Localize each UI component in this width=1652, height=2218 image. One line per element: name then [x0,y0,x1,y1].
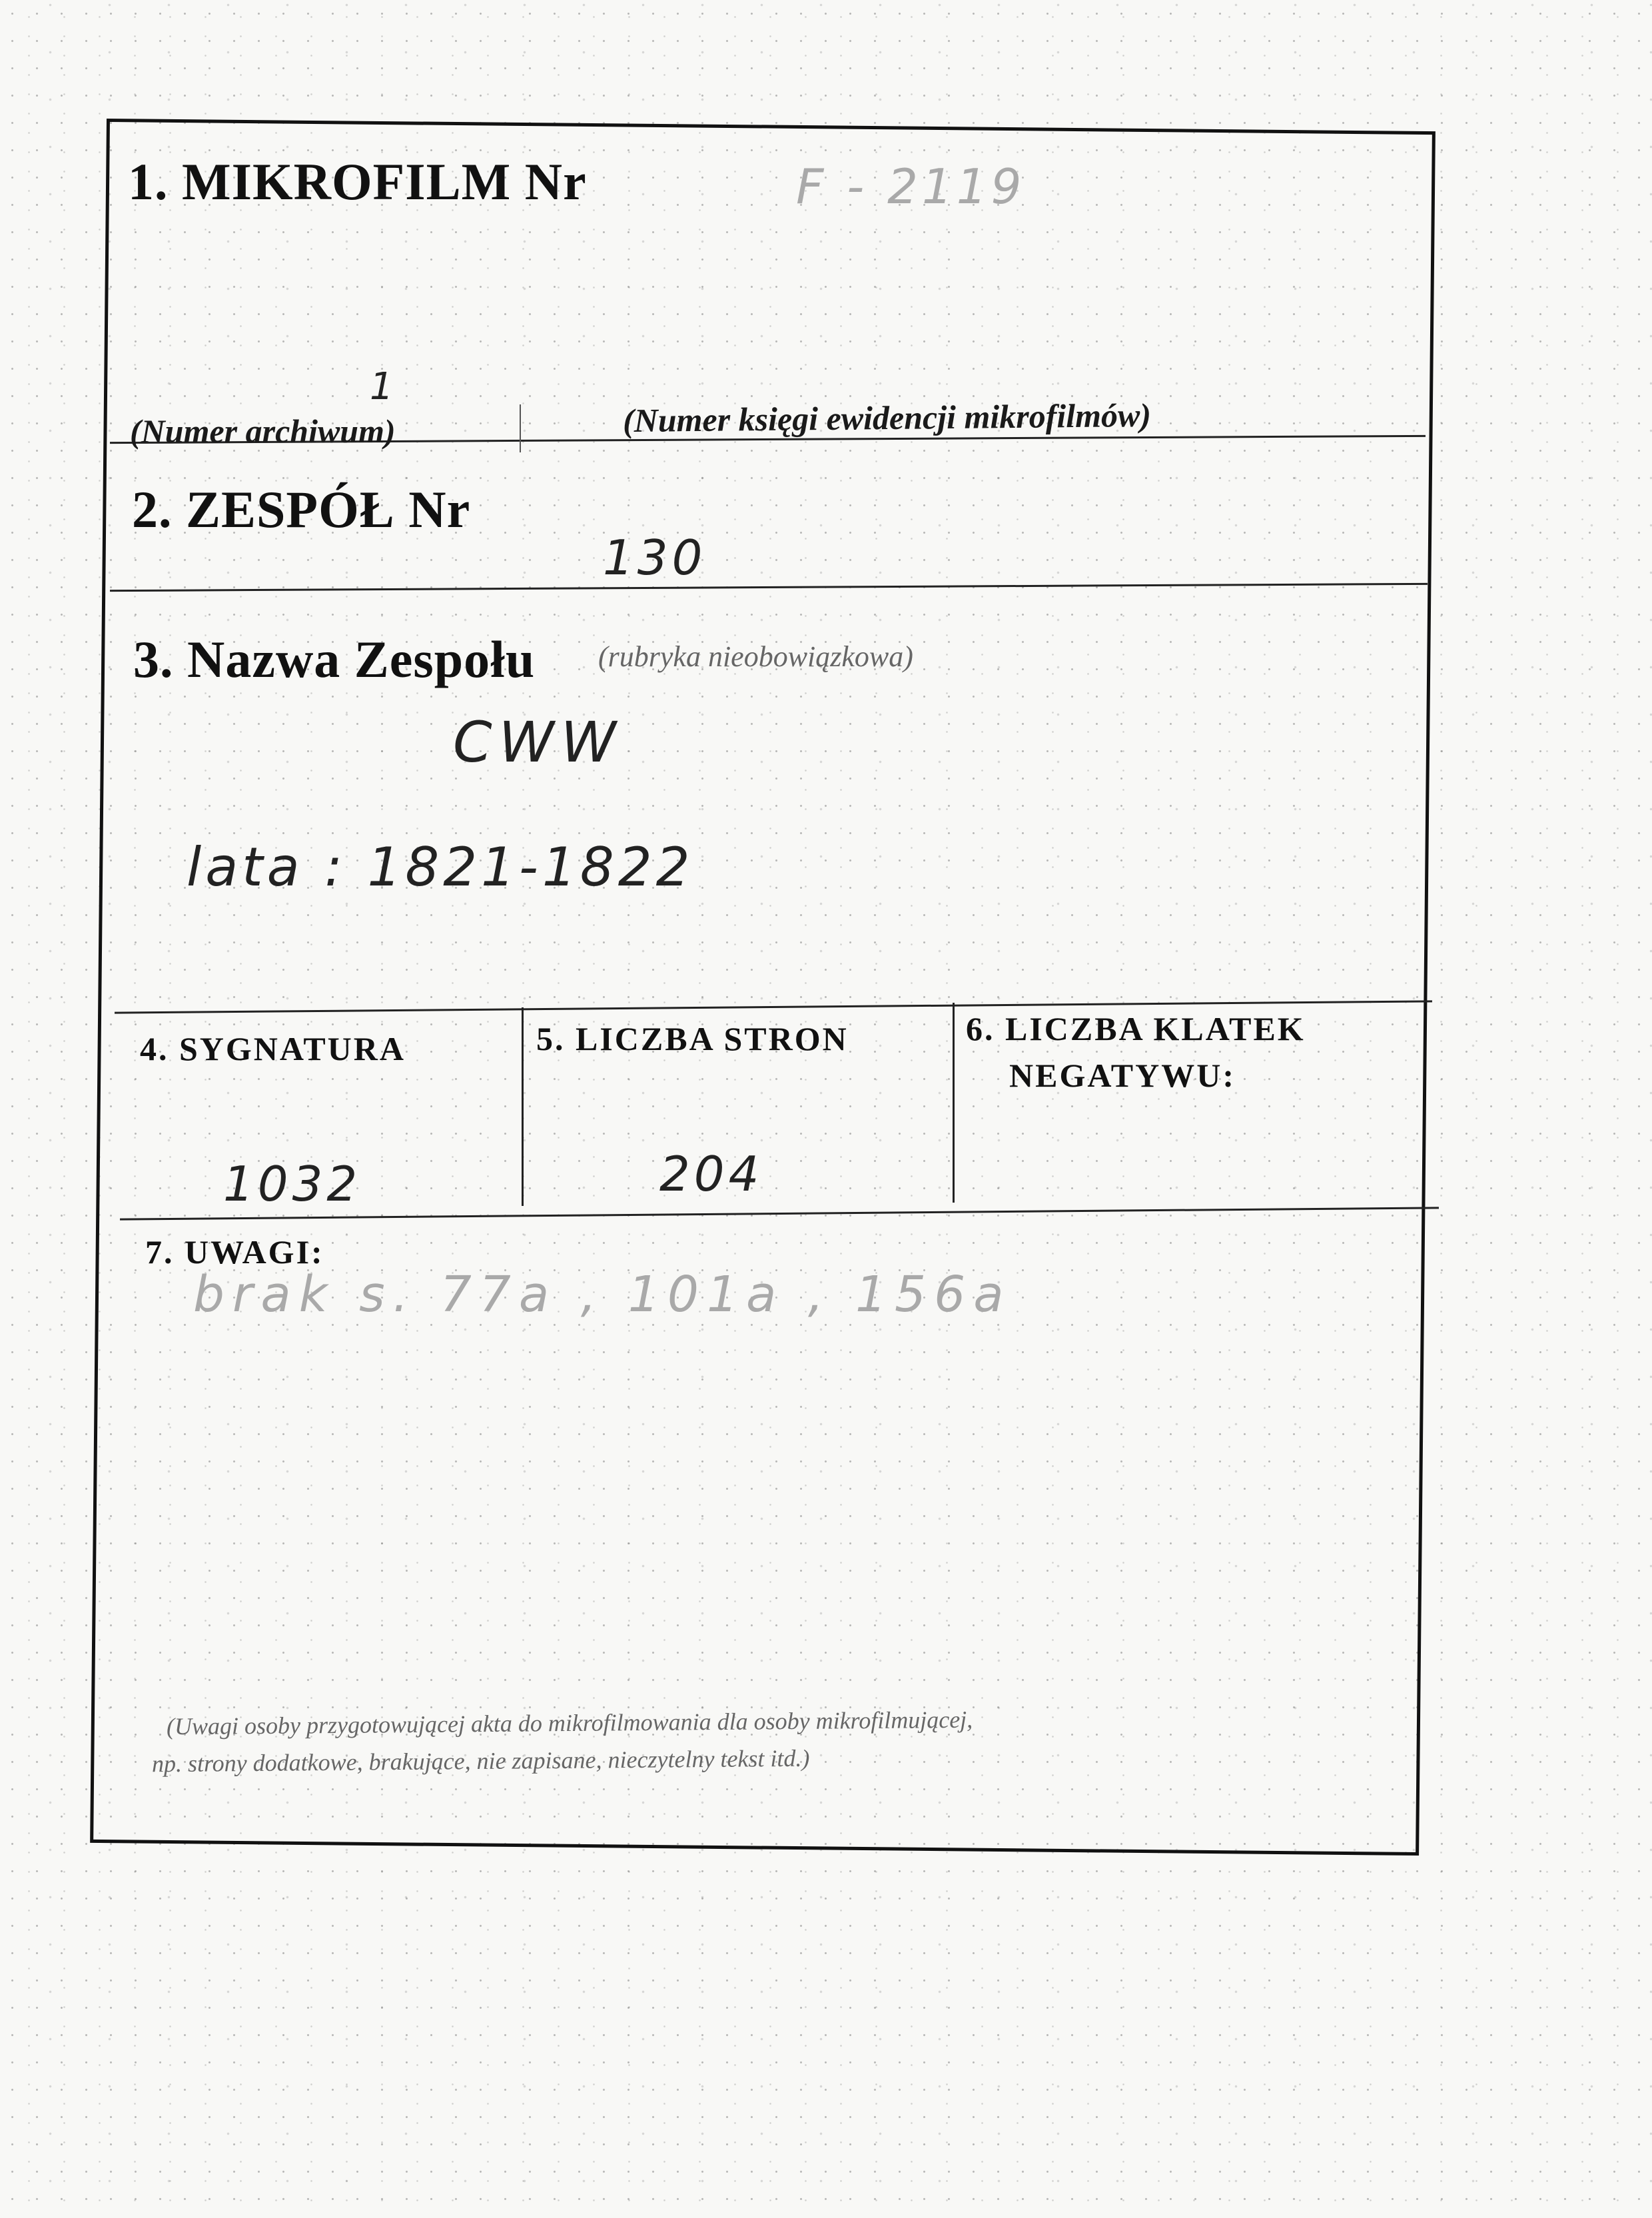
remarks-footnote-line-2: np. strony dodatkowe, brakujące, nie zapisane, nieczytelny tekst itd.) [151,1744,810,1778]
archive-number-handwritten: 1 [370,365,398,408]
section-4-label: 4. SYGNATURA [140,1030,406,1067]
microfilm-number-handwritten: F - 2119 [796,159,1026,215]
divider-col-5-6 [953,1003,955,1203]
section-6-label-line-1: 6. LICZBA KLATEK [966,1010,1306,1047]
caption-divider [520,404,521,452]
fond-number-handwritten: 130 [603,530,707,586]
section-1-label: 1. MIKROFILM Nr [128,153,587,211]
register-number-caption: (Numer księgi ewidencji mikrofilmów) [622,396,1152,440]
remarks-footnote-line-1: (Uwagi osoby przygotowującej akta do mikrofilmowania dla osoby mikrofilmującej, [166,1706,973,1740]
remarks-handwritten: brak s. 77a , 101a , 156a [193,1266,1012,1323]
section-6-label-line-2: NEGATYWU: [1009,1057,1236,1094]
section-7-label: 7. UWAGI: [145,1233,324,1271]
section-2-label: 2. ZESPÓŁ Nr [132,480,471,538]
fond-name-handwritten: CWW [453,710,623,775]
divider-col-4-5 [522,1007,524,1206]
section-5-label: 5. LICZBA STRON [536,1020,849,1057]
signature-handwritten: 1032 [223,1156,362,1212]
archive-number-caption: (Numer archiwum) [130,412,396,450]
form-border [90,119,1436,1856]
page-count-handwritten: 204 [659,1146,763,1202]
section-3-label: 3. Nazwa Zespołu [133,630,536,688]
fond-years-handwritten: lata : 1821-1822 [187,836,694,898]
section-3-optional-note: (rubryka nieobowiązkowa) [598,640,913,673]
